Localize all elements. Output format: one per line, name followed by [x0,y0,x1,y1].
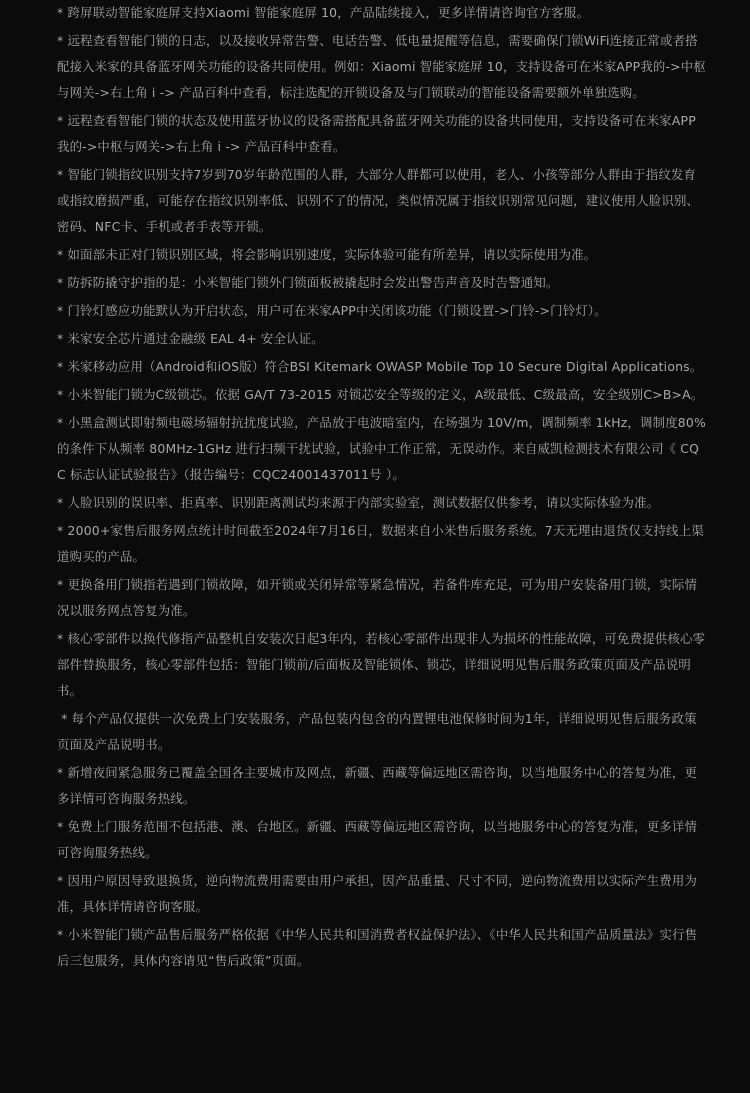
note-item [57,866,707,920]
note-text: * 小米智能门锁为C级锁芯。依据 GA/T 73-2015 对锁芯安全等级的定义，A级最低、C级最高，安全级别C>B>A。 [57,387,704,402]
note-text: * 米家移动应用（Android和iOS版）符合BSI Kitemark OWASP Mobile Top 10 Secure Digital Applications。 [57,359,703,374]
note-item [57,408,711,488]
note-item [57,160,707,240]
note-item [57,296,707,324]
note-item [57,516,707,570]
note-text: * 门铃灯感应功能默认为开启状态，用户可在米家APP中关闭该功能（门锁设置->门铃->门铃灯）。 [57,303,607,318]
note-text: * 更换备用门锁指若遇到门锁故障，如开锁或关闭异常等紧急情况，若备件库充足，可为用户安装备用门锁，实际情况以服务网点答复为准。 [57,577,698,618]
note-text: * 跨屏联动智能家庭屏支持Xiaomi 智能家庭屏 10，产品陆续接入，更多详情请咨询官方客服。 [57,5,590,20]
note-text: * 如面部未正对门锁识别区域，将会影响识别速度，实际体验可能有所差异，请以实际使用为准。 [57,247,597,262]
note-item [57,704,707,758]
note-item [57,268,707,296]
note-text: * 人脸识别的误识率、拒真率、识别距离测试均来源于内部实验室，测试数据仅供参考，请以实际体验为准。 [57,495,660,510]
note-item [57,920,707,974]
note-item [57,380,707,408]
note-text: * 小米智能门锁产品售后服务严格依据《中华人民共和国消费者权益保护法》、《中华人民共和国产品质量法》实行售后三包服务，具体内容请见“售后政策”页面。 [57,927,698,968]
note-item [57,352,707,380]
note-text: * 米家安全芯片通过金融级 EAL 4+ 安全认证。 [57,331,324,346]
note-text: * 免费上门服务范围不包括港、澳、台地区。新疆、西藏等偏远地区需咨询，以当地服务中心的答复为准，更多详情可咨询服务热线。 [57,819,698,860]
note-text: * 因用户原因导致退换货，逆向物流费用需要由用户承担，因产品重量、尺寸不同，逆向物流费用以实际产生费用为准，具体详情请咨询客服。 [57,873,698,914]
note-text: * 2000+家售后服务网点统计时间截至2024年7月16日，数据来自小米售后服务系统。7天无理由退货仅支持线上渠道购买的产品。 [57,523,704,564]
note-text: * 远程查看智能门锁的日志，以及接收异常告警、电话告警、低电量提醒等信息，需要确保门锁WiFi连接正常或者搭配接入米家的具备蓝牙网关功能的设备共同使用。例如：Xiaomi 智能家庭屏 10，支持设备可在米家APP我的->中枢与网关->右上角 i -> 产品百科中查看，标注选配的开锁设备及与门锁联动的智能设备需要额外单独选购。 [57,33,706,100]
note-text: * 每个产品仅提供一次免费上门安装服务，产品包装内包含的内置锂电池保修时间为1年，详细说明见售后服务政策页面及产品说明书。 [57,711,697,752]
note-item [57,26,707,106]
note-item [57,624,707,704]
note-item [57,570,707,624]
note-item [57,0,707,26]
note-item [57,812,707,866]
note-text: * 小黑盒测试即射频电磁场辐射抗扰度试验，产品放于电波暗室内，在场强为 10V/m，调制频率 1kHz，调制度80% 的条件下从频率 80MHz-1GHz 进行扫频干扰试验，试验中工作正常，无误动作。来自威凯检测技术有限公司《 CQC 标志认证试验报告》（报告编号：CQC24001437011号 ）。 [57,415,711,482]
note-text: * 核心零部件以换代修指产品整机自安装次日起3年内，若核心零部件出现非人为损坏的性能故障，可免费提供核心零部件替换服务，核心零部件包括：智能门锁前/后面板及智能锁体、锁芯，详细说明见售后服务政策页面及产品说明书。 [57,631,706,698]
disclaimer-notes-list [57,0,711,974]
note-item [57,106,707,160]
note-item [57,240,707,268]
note-text: * 防拆防撬守护指的是：小米智能门锁外门锁面板被撬起时会发出警告声音及时告警通知。 [57,275,559,290]
note-item [57,488,707,516]
note-text: * 新增夜间紧急服务已覆盖全国各主要城市及网点，新疆、西藏等偏远地区需咨询，以当地服务中心的答复为准，更多详情可咨询服务热线。 [57,765,698,806]
note-text: * 智能门锁指纹识别支持7岁到70岁年龄范围的人群，大部分人群都可以使用，老人、小孩等部分人群由于指纹发育或指纹磨损严重，可能存在指纹识别率低、识别不了的情况，类似情况属于指纹识别常见问题，建议使用人脸识别、密码、NFC卡、手机或者手表等开锁。 [57,167,700,234]
note-text: * 远程查看智能门锁的状态及使用蓝牙协议的设备需搭配具备蓝牙网关功能的设备共同使用，支持设备可在米家APP我的->中枢与网关->右上角 i -> 产品百科中查看。 [57,113,696,154]
note-item [57,324,707,352]
note-item [57,758,707,812]
